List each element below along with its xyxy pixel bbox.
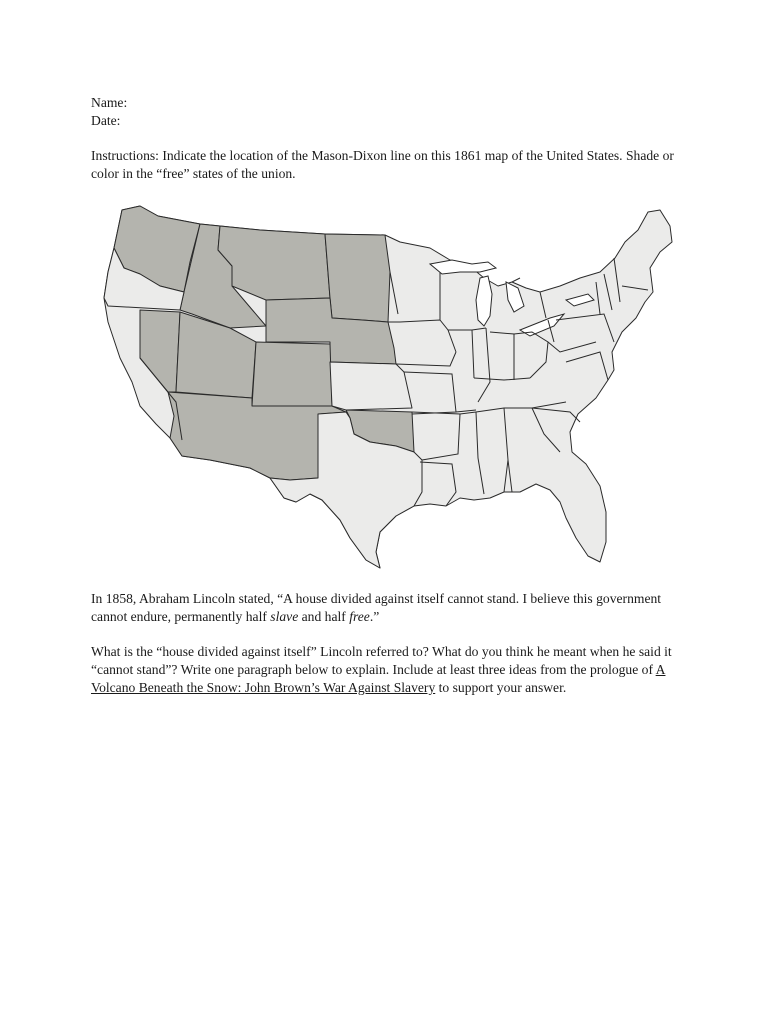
quote-intro: In 1858, Abraham Lincoln stated, “A house divided against itself cannot stand. I believe this government cannot endure, permanently half <box>91 591 662 624</box>
quote-middle: and half <box>298 609 350 624</box>
quote-free-word: free <box>349 609 370 624</box>
colorado-territory <box>252 342 332 406</box>
header-block <box>91 94 691 130</box>
us-map-1861 <box>100 202 680 572</box>
instructions-block <box>91 147 691 183</box>
name-label: Name: <box>91 95 128 110</box>
instructions-text: Instructions: Indicate the location of the Mason-Dixon line on this 1861 map of the United States. Shade or color in the “free” states of the union. <box>91 148 674 181</box>
quote-slave-word: slave <box>270 609 299 624</box>
quote-end: .” <box>369 609 380 624</box>
lincoln-quote <box>91 590 691 626</box>
quote-paragraph <box>91 590 691 626</box>
question-paragraph <box>91 643 691 697</box>
us-map-svg <box>100 202 680 572</box>
book-title: A Volcano Beneath the Snow: John Brown’s War Against Slavery <box>91 662 666 695</box>
dakota-territory <box>325 234 390 322</box>
lake-superior <box>430 260 496 274</box>
question-part2: to support your answer. <box>435 680 567 695</box>
question-part1: What is the “house divided against itself” Lincoln referred to? What do you think he meant when he said it “cannot stand”? Write one paragraph below to explain. Include at least three ideas from the prologue of <box>91 644 672 677</box>
date-label: Date: <box>91 113 121 128</box>
question-block <box>91 643 691 697</box>
kansas <box>330 362 412 410</box>
